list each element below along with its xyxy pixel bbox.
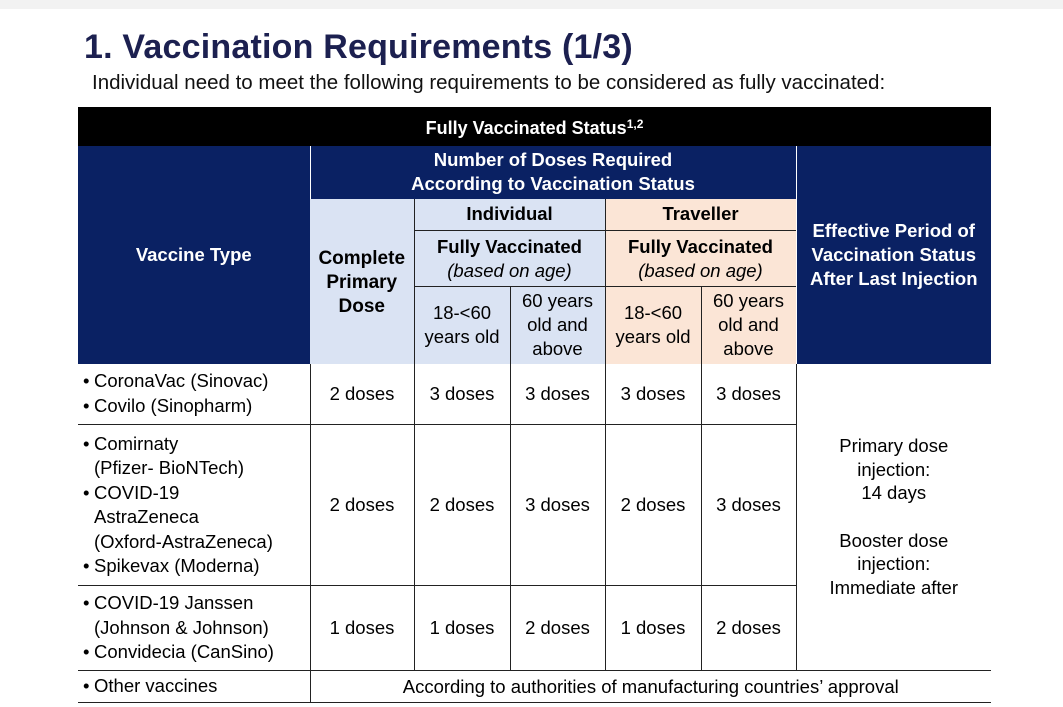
effective-text: injection:: [857, 553, 931, 575]
vaccine-type-cell: [78, 586, 310, 671]
dose-cell: 3 doses: [701, 364, 796, 425]
bullet: •: [83, 641, 90, 663]
vaccine-name: AstraZeneca: [94, 506, 199, 527]
individual-label: Individual: [466, 203, 553, 225]
effective-period-cell: [796, 364, 991, 671]
table-row: [78, 364, 991, 425]
dose-cell: 2 doses: [605, 425, 701, 586]
effective-text: Primary dose: [839, 435, 949, 457]
header-effective-line1: Effective Period of: [812, 219, 975, 241]
page-title: 1. Vaccination Requirements (1/3): [84, 28, 633, 66]
header-effective-period: [796, 146, 991, 364]
vaccine-name: Covilo (Sinopharm): [94, 394, 253, 416]
effective-text: 14 days: [861, 482, 927, 504]
dose-cell: 3 doses: [510, 425, 605, 586]
list-item: [83, 554, 310, 579]
dose-cell: 3 doses: [701, 425, 796, 586]
age-line1: 18-<60: [623, 302, 683, 324]
header-individual: [414, 199, 605, 231]
bullet: •: [83, 481, 90, 503]
dose-cell: 2 doses: [310, 425, 414, 586]
banner-text: Fully Vaccinated Status: [425, 117, 627, 138]
bullet: •: [83, 675, 90, 697]
bullet: •: [83, 432, 90, 454]
age-line1: 18-<60: [432, 302, 492, 324]
dose-cell: 1 doses: [414, 586, 510, 671]
header-doses-line2: According to Vaccination Status: [411, 173, 695, 194]
header-traveller: [605, 199, 796, 231]
effective-text: Booster dose: [839, 529, 949, 551]
table-row-other: [78, 671, 991, 703]
dose-cell: 2 doses: [414, 425, 510, 586]
traveller-fv-label: Fully Vaccinated: [628, 235, 773, 257]
header-effective-line3: After Last Injection: [809, 267, 978, 289]
header-vaccine-type-label: Vaccine Type: [135, 243, 252, 265]
header-complete-primary-dose: [310, 199, 414, 364]
dose-cell: 3 doses: [510, 364, 605, 425]
top-border: [0, 0, 1063, 9]
header-effective-line2: Vaccination Status: [811, 243, 976, 265]
age-line2: years old: [615, 326, 691, 348]
header-traveller-18-60: [605, 287, 701, 364]
complete-line3: Dose: [338, 295, 385, 317]
list-item: [83, 591, 310, 640]
vaccine-type-cell: [78, 425, 310, 586]
vaccine-type-cell: [78, 671, 310, 703]
traveller-age-note: (based on age): [638, 259, 763, 281]
table-banner: [78, 109, 991, 146]
header-individual-18-60: [414, 287, 510, 364]
bullet: •: [83, 592, 90, 614]
vaccination-requirements-table: [78, 107, 991, 703]
vaccine-maker: (Johnson & Johnson): [94, 616, 269, 638]
individual-age-note: (based on age): [447, 259, 572, 281]
vaccine-name: Comirnaty: [94, 432, 179, 454]
header-individual-60-above: [510, 287, 605, 364]
vaccine-name: CoronaVac (Sinovac): [94, 370, 269, 392]
age-line2: years old: [424, 326, 500, 348]
list-item: [83, 369, 310, 394]
banner-footnote: 1,2: [626, 116, 644, 131]
age-line2: old and: [718, 314, 779, 336]
dose-cell: 2 doses: [510, 586, 605, 671]
list-item: [83, 394, 310, 419]
list-item: [83, 481, 310, 555]
vaccine-name: Convidecia (CanSino): [94, 641, 274, 663]
complete-line1: Complete: [318, 247, 406, 269]
traveller-label: Traveller: [662, 203, 739, 225]
header-doses-required: [310, 146, 796, 199]
vaccine-maker: (Pfizer- BioNTech): [94, 457, 245, 478]
header-vaccine-type: [78, 146, 310, 364]
dose-cell: 2 doses: [310, 364, 414, 425]
list-item: [83, 674, 310, 699]
age-line3: above: [532, 338, 583, 360]
header-doses-line1: Number of Doses Required: [433, 149, 673, 170]
vaccine-name: Spikevax (Moderna): [94, 555, 260, 576]
header-individual-fully-vaccinated: [414, 231, 605, 287]
vaccine-maker: (Oxford-AstraZeneca): [94, 530, 273, 552]
age-line3: above: [723, 338, 774, 360]
vaccine-type-cell: [78, 364, 310, 425]
dose-cell: 2 doses: [701, 586, 796, 671]
age-line1: 60 years: [713, 290, 784, 312]
page-subtitle: Individual need to meet the following requirements to be considered as fully vaccinated:: [92, 71, 886, 94]
list-item: [83, 432, 310, 481]
vaccine-name: COVID-19: [94, 481, 180, 503]
header-traveller-60-above: [701, 287, 796, 364]
effective-gap: [797, 505, 992, 529]
bullet: •: [83, 555, 90, 576]
other-vaccines-note: According to authorities of manufacturing countries’ approval: [310, 671, 991, 703]
effective-text: Immediate after: [829, 576, 959, 598]
bullet: •: [83, 394, 90, 416]
effective-text: injection:: [857, 458, 931, 480]
age-line1: 60 years: [522, 290, 593, 312]
age-line2: old and: [527, 314, 588, 336]
bullet: •: [83, 370, 90, 392]
dose-cell: 3 doses: [414, 364, 510, 425]
individual-fv-label: Fully Vaccinated: [437, 235, 582, 257]
header-traveller-fully-vaccinated: [605, 231, 796, 287]
list-item: [83, 640, 310, 665]
vaccine-name: Other vaccines: [94, 675, 218, 697]
dose-cell: 3 doses: [605, 364, 701, 425]
dose-cell: 1 doses: [310, 586, 414, 671]
complete-line2: Primary: [326, 271, 398, 293]
vaccine-name: COVID-19 Janssen: [94, 592, 254, 614]
dose-cell: 1 doses: [605, 586, 701, 671]
